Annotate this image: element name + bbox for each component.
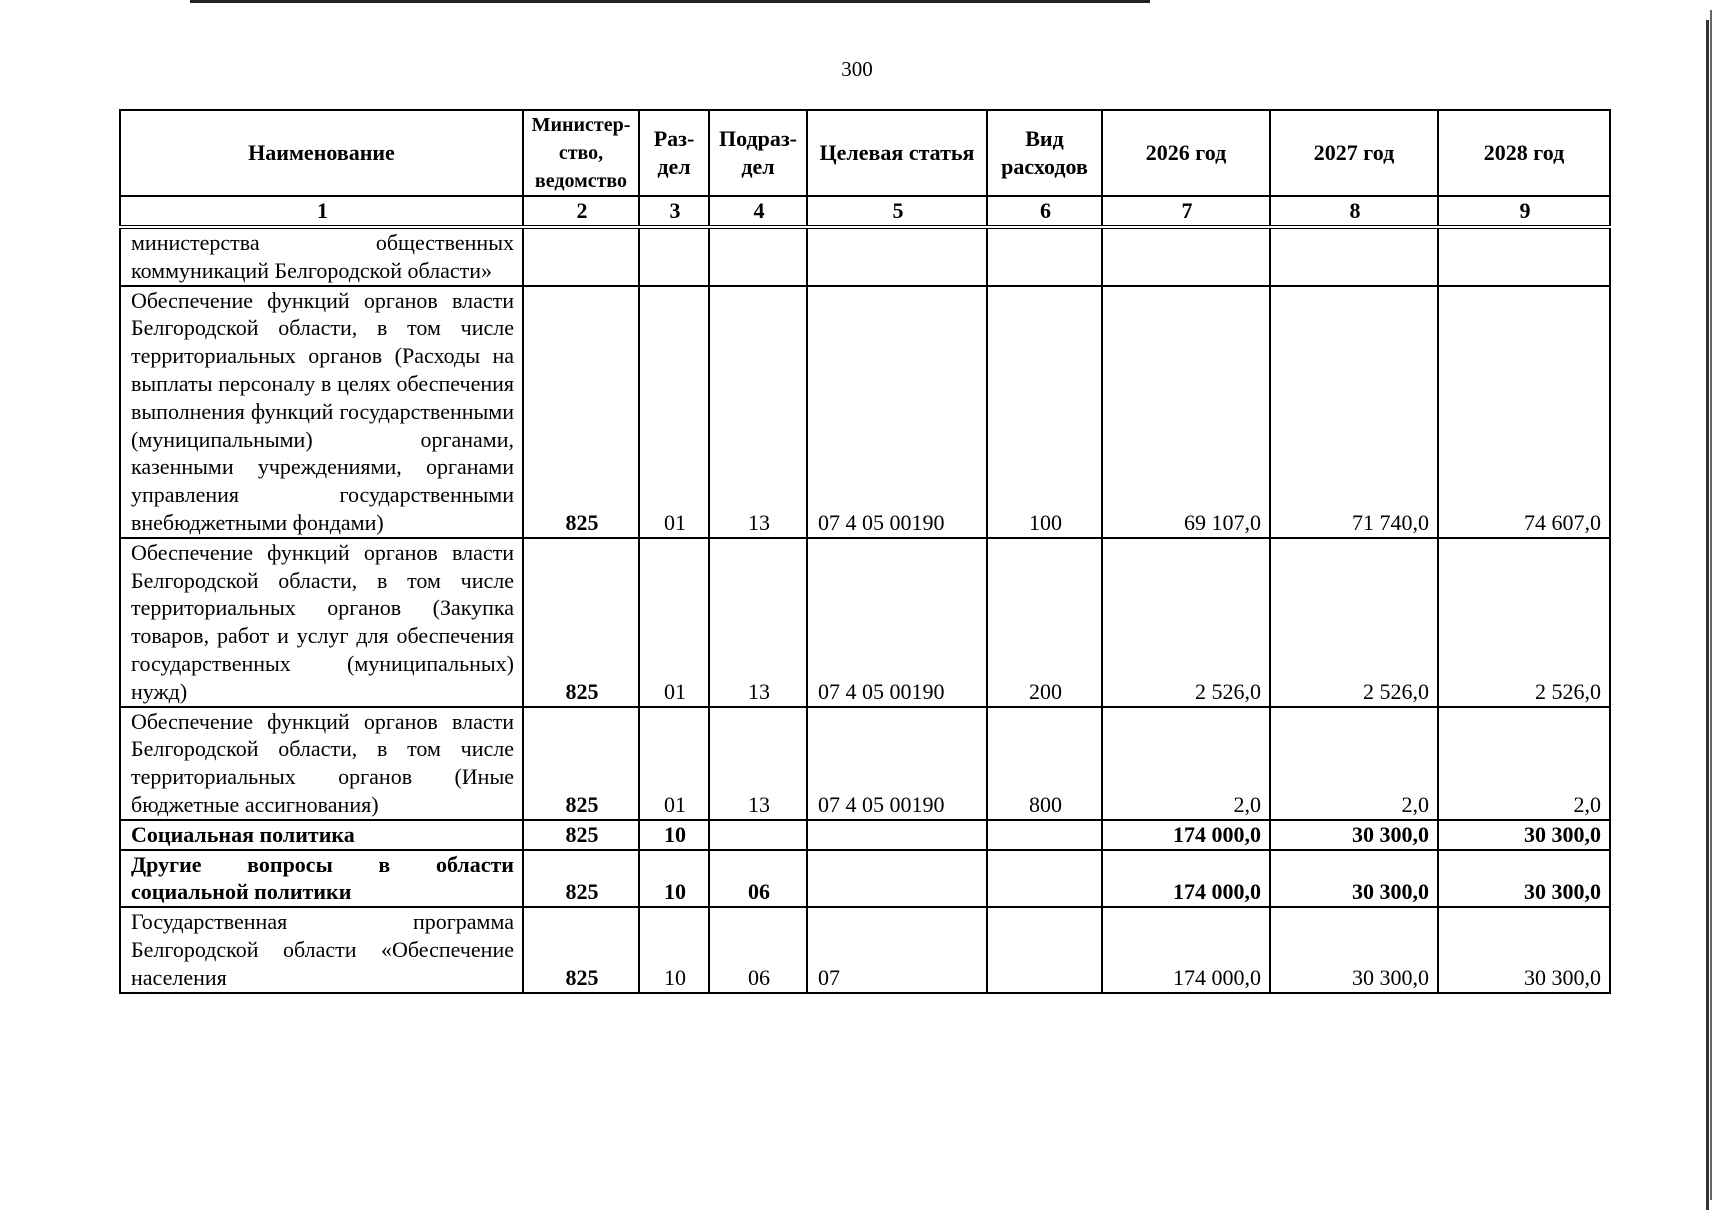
row-subsection: 13: [709, 707, 807, 820]
row-2027: 30 300,0: [1270, 907, 1438, 992]
row-2026: 2 526,0: [1102, 538, 1270, 707]
table-row: [120, 227, 1610, 286]
table-row: [120, 538, 1610, 707]
scan-edge-line-2: [1710, 10, 1712, 1200]
row-subsection: 06: [709, 907, 807, 992]
row-name: Государственная программа Белгородской области «Обеспечение населения: [120, 907, 523, 992]
table-row: [120, 707, 1610, 820]
row-name: министерства общественных коммуникаций Белгородской области»: [120, 227, 523, 286]
row-target: [807, 820, 987, 850]
row-name: Социальная политика: [120, 820, 523, 850]
row-section: 10: [639, 850, 709, 908]
row-section: 01: [639, 538, 709, 707]
header-row: [120, 110, 1610, 196]
row-2027: 71 740,0: [1270, 286, 1438, 538]
row-name: Обеспечение функций органов власти Белгородской области, в том числе территориальных органов (Расходы на выплаты персоналу в целях обеспечения выполнения функций государственными (муниципальными) органами, казенными учреждениями, органами управления государственными внебюджетными фондами): [120, 286, 523, 538]
row-type: 100: [987, 286, 1102, 538]
row-2027: 2 526,0: [1270, 538, 1438, 707]
row-type: [987, 850, 1102, 908]
column-number: 5: [807, 196, 987, 227]
row-type: 800: [987, 707, 1102, 820]
header-subsection: Подраз-дел: [709, 110, 807, 196]
row-2028: 30 300,0: [1438, 820, 1610, 850]
row-ministry: 825: [523, 707, 639, 820]
row-ministry: 825: [523, 907, 639, 992]
row-2027: 30 300,0: [1270, 820, 1438, 850]
row-2027: [1270, 227, 1438, 286]
table-row-section-total: [120, 820, 1610, 850]
row-target: 07: [807, 907, 987, 992]
column-number: 8: [1270, 196, 1438, 227]
column-number: 1: [120, 196, 523, 227]
column-number: 3: [639, 196, 709, 227]
row-2028: 30 300,0: [1438, 850, 1610, 908]
row-subsection: [709, 820, 807, 850]
row-type: [987, 227, 1102, 286]
row-2026: 2,0: [1102, 707, 1270, 820]
row-type: 200: [987, 538, 1102, 707]
row-ministry: 825: [523, 850, 639, 908]
row-2028: [1438, 227, 1610, 286]
header-expense-type: Вид расходов: [987, 110, 1102, 196]
column-number: 4: [709, 196, 807, 227]
row-target: 07 4 05 00190: [807, 707, 987, 820]
row-2026: 174 000,0: [1102, 907, 1270, 992]
table-row: [120, 907, 1610, 992]
header-ministry: Министер-ство, ведомство: [523, 110, 639, 196]
row-name: Обеспечение функций органов власти Белгородской области, в том числе территориальных органов (Закупка товаров, работ и услуг для обеспечения государственных (муниципальных) нужд): [120, 538, 523, 707]
row-ministry: 825: [523, 538, 639, 707]
column-number: 2: [523, 196, 639, 227]
row-subsection: 06: [709, 850, 807, 908]
row-section: 10: [639, 907, 709, 992]
row-target: 07 4 05 00190: [807, 286, 987, 538]
column-number: 6: [987, 196, 1102, 227]
row-2026: [1102, 227, 1270, 286]
row-2028: 2 526,0: [1438, 538, 1610, 707]
row-ministry: 825: [523, 286, 639, 538]
header-target-article: Целевая статья: [807, 110, 987, 196]
row-section: 10: [639, 820, 709, 850]
row-subsection: 13: [709, 538, 807, 707]
row-2026: 174 000,0: [1102, 820, 1270, 850]
row-target: [807, 227, 987, 286]
header-2026: 2026 год: [1102, 110, 1270, 196]
row-2028: 2,0: [1438, 707, 1610, 820]
column-number-row: [120, 196, 1610, 227]
row-2026: 69 107,0: [1102, 286, 1270, 538]
row-name: Другие вопросы в области социальной политики: [120, 850, 523, 908]
row-2028: 30 300,0: [1438, 907, 1610, 992]
row-subsection: [709, 227, 807, 286]
row-2027: 2,0: [1270, 707, 1438, 820]
table-row: [120, 286, 1610, 538]
row-type: [987, 820, 1102, 850]
header-2027: 2027 год: [1270, 110, 1438, 196]
row-section: 01: [639, 707, 709, 820]
row-target: [807, 850, 987, 908]
row-name: Обеспечение функций органов власти Белгородской области, в том числе территориальных органов (Иные бюджетные ассигнования): [120, 707, 523, 820]
table-row-subsection-total: [120, 850, 1610, 908]
row-2026: 174 000,0: [1102, 850, 1270, 908]
row-target: 07 4 05 00190: [807, 538, 987, 707]
column-number: 9: [1438, 196, 1610, 227]
header-section: Раз-дел: [639, 110, 709, 196]
header-name: Наименование: [120, 110, 523, 196]
scan-edge-line: [1706, 20, 1709, 1210]
row-2027: 30 300,0: [1270, 850, 1438, 908]
top-rule: [190, 0, 1150, 3]
column-number: 7: [1102, 196, 1270, 227]
row-section: [639, 227, 709, 286]
row-section: 01: [639, 286, 709, 538]
row-type: [987, 907, 1102, 992]
row-ministry: 825: [523, 820, 639, 850]
row-2028: 74 607,0: [1438, 286, 1610, 538]
header-2028: 2028 год: [1438, 110, 1610, 196]
page-number: 300: [841, 57, 873, 81]
row-ministry: [523, 227, 639, 286]
budget-table: [119, 109, 1611, 994]
row-subsection: 13: [709, 286, 807, 538]
